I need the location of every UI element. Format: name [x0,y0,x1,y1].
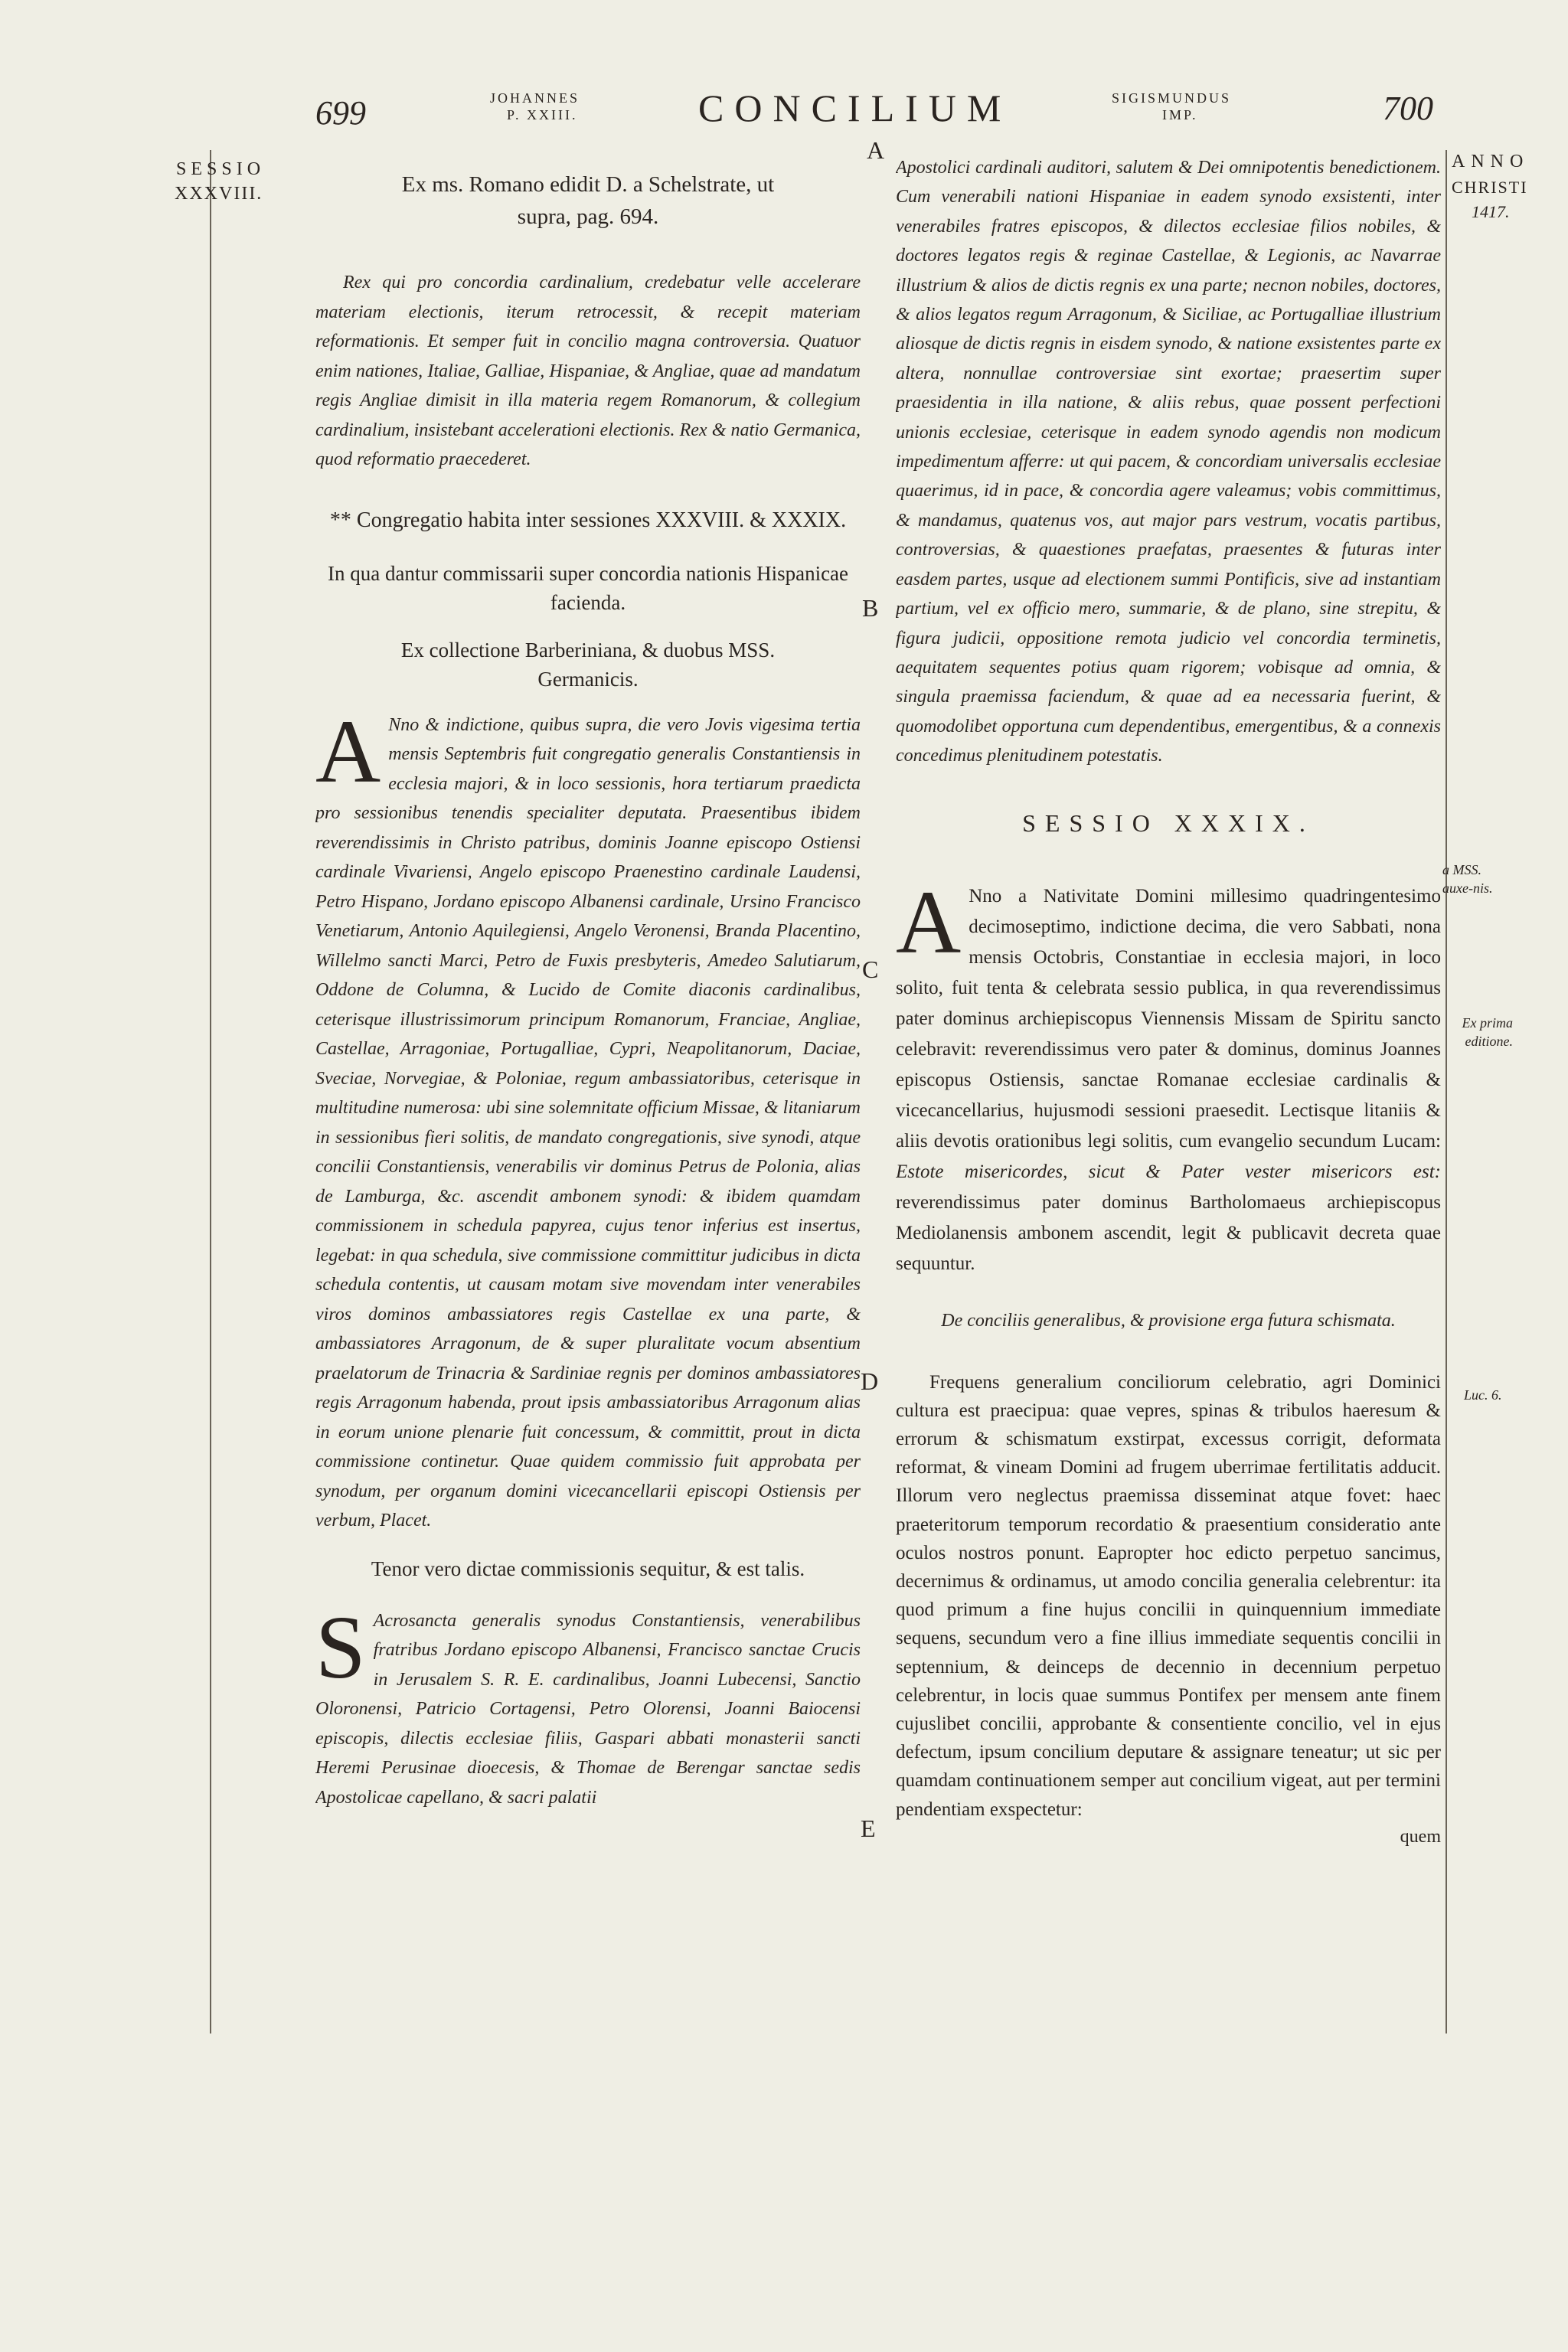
congregatio-heading: ** Congregatio habita inter sessiones XXXVIII. & XXXIX. [329,508,847,532]
right-para-anno-end: reverendissimus pater dominus Bartholomaeus archiepiscopus Mediolanensis ambonem ascendit, legit & publicavit decreta quae sequuntur. [896,1191,1441,1274]
margin-sessio: SESSIO [176,159,266,179]
column-rule-left [210,150,211,2034]
left-para-anno [315,701,861,1536]
luke-quote: Estote misericordes, sicut & Pater vester misericors est: [896,1161,1441,1182]
running-head-right-2: IMP. [1162,107,1198,122]
section-letter-a: A [867,136,885,164]
margin-note-luc: Luc. 6. [1464,1387,1502,1403]
catchword: quem [1400,1826,1441,1847]
right-para-frequens: Frequens generalium conciliorum celebratio, agri Dominici cultura est praecipua: quae vepres, spinas & tribulos haeresum & errorum & schismatum exstirpat, excessus corrigit, deformata reformat, & vineam Domini ad frugem uberrimae fertilitatis adducit. Illorum vero neglectus praemissa disseminat atque fovet: haec praeteritorum temporum recordatio & praesentium consideratio ante oculos nostros ponunt. Eapropter hoc edicto perpetuo sancimus, decernimus & ordinamus, ut amodo concilia generalia celebrentur: ita quod primum a fine hujus concilii in quinquennium immediate sequens, secundum vero a fine illius immediate sequentis concilii in septennium, & deinceps de decennio in decennium perpetuo celebrentur, in locis quae summus Pontifex per mensem ante finem cujuslibet concilii, approbante & consentiente concilio, vel in ejus defectum, ipsum concilium deputare & assignare teneatur; ut sic per quamdam continuationem semper aut concilium vigeat, aut per termini pendentiam exspectetur: [896,1371,1441,1820]
margin-year: 1417. [1472,202,1510,221]
left-column [315,168,861,2037]
page-number-left: 699 [315,94,366,132]
sessio-xxxix-heading: SESSIO XXXIX. [1022,808,1315,837]
section-letter-d: D [861,1367,879,1395]
right-para-anno [896,871,1441,1279]
left-para-rex: Rex qui pro concordia cardinalium, credebatur velle accelerare materiam electionis, iterum retrocessit, & recepit materiam reformationis. Et semper fuit in concilio magna controversia. Quatuor enim nationes, Italiae, Galliae, Hispaniae, & Angliae, quae ad mandatum regis Angliae dimisit in illa materia regem Romanorum, & collegium cardinalium, insistebant accelerationi electionis. Rex & natio Germanica, quod reformatio praecederet. [315,273,861,469]
running-head-left-2: P. XXIII. [507,107,578,122]
source-heading: Ex ms. Romano edidit D. a Schelstrate, ut supra, pag. 694. [401,172,775,229]
section-letter-b: B [862,594,879,622]
left-para-sacrosancta [315,1596,861,1813]
drop-cap-a-left: A [315,701,381,802]
margin-christi: CHRISTI [1452,178,1528,197]
collectione-heading: Ex collectione Barberiniana, & duobus MSS. Germanicis. [400,638,776,691]
left-para-anno-text: Nno & indictione, quibus supra, die vero Jovis vigesima tertia mensis Septembris fuit congregatio generalis Constantiensis in ecclesia majori, & in loco sessionis, hora tertiarum praedicta pro sessionibus tenendis specialiter deputata. Praesentibus ibidem reverendissimis in Christo patribus, dominis Joanne episcopo Ostiensi cardinale Vivariensi, Angelo episcopo Praenestino cardinale Laudensi, Petro Hispano, Jordano episcopo Albanensi cardinale, Ursino Francisco Venetiarum, Antonio Aquilegiensi, Angelo Veronensi, Branda Placentino, Willelmo sancti Marci, Petro de Fuxis presbyteris, Amedeo Salutiarum, Oddone de Columna, & Lucido de Comite diaconis cardinalibus, ceterisque illustrissimorum principum Romanorum, Franciae, Angliae, Castellae, Arragoniae, Portugalliae, Cypri, Neapolitanorum, Daciae, Sveciae, Norvegiae, & Poloniae, regum ambassiatoribus, ceterisque in multitudine numerosa: ubi sine solemnitate officium Missae, & litaniarum in sessionibus fieri solitis, de mandato congregationis, sive synodi, atque concilii Constantiensis, venerabilis vir dominus Petrus de Polonia, alias de Lamburga, &c. ascendit ambonem synodi: & ibidem quamdam commissionem in schedula papyrea, cujus tenor inferius est insertus, legebat: in qua schedula, sive commissione committitur judicibus in dicta schedula contentis, ut causam motam sive movendam inter venerabiles viros dominos ambassiatores regis Castellae ex una parte, & ambassiatores Arragonum, de & super pluralitate vocum absentium praelatorum de Trinacria & Sardiniae regnis per dominos ambassiatores regis Arragonum habenda, prout ipsis ambassiatoribus Arragonum alias in eorum unione plenarie fuit concessum, & committit, prout in dicta commissione continetur. Quae quidem commissio fuit approbata per synodum, per organum domini vicecancellarii episcopi Ostiensis per verbum, Placet. [315,714,861,1530]
drop-cap-s-left: S [315,1596,366,1697]
tenor-heading: Tenor vero dictae commissionis sequitur, & est talis. [371,1557,805,1580]
page-number-right: 700 [1383,90,1433,127]
right-para-anno-text: Nno a Nativitate Domini millesimo quadringentesimo decimoseptimo, indictione decima, die vero Sabbati, nona mensis Octobris, Constantiae in ecclesia majori, in loco solito, fuit tenta & celebrata sessio publica, in qua reverendissimus pater dominus archiepiscopus Viennensis Missam de Spiritu sancto celebravit: reverendissimus vero pater & dominus, dominus Joannes episcopus Ostiensis, sanctae Romanae ecclesiae cardinalis & vicecancellarius, hujusmodi sessioni praesedit. Lectisque litaniis & aliis devotis orationibus legi solitis, cum evangelio secundum Lucam: [896,885,1441,1152]
margin-sessio-number: XXXVIII. [175,184,263,204]
commissarii-subheading: In qua dantur commissarii super concordia nationis Hispanicae facienda. [327,561,849,614]
section-letter-c: C [862,956,879,983]
column-rule-right [1446,150,1447,2034]
right-column [896,153,1441,2174]
running-title: CONCILIUM [698,87,1012,129]
margin-note-mss: a MSS. auxe-nis. [1442,862,1493,896]
left-para-sacrosancta-text: Acrosancta generalis synodus Constantiensis, venerabilibus fratribus Jordano episcopo Albanensi, Francisco sanctae Crucis in Jerusalem S. R. E. cardinalibus, Joanni Lubecensi, Sanctio Oloronensi, Patricio Cortagensi, Petro Olorensi, Joanni Baiocensi episcopis, dilectis ecclesiae filiis, Gaspari abbati monasterii sancti Heremi Perusinae dioecesis, & Thomae de Berengar sanctae sedis Apostolicae capellano, & sacri palatii [315,1610,861,1808]
margin-note-ex-prima: Ex prima editione. [1462,1015,1513,1049]
right-para-apostolici: Apostolici cardinali auditori, salutem & Dei omnipotentis benedictionem. Cum venerabili nationi Hispaniae in eadem synodo exsistenti, inter venerabiles fratres episcopos, & dilectos ecclesiae filios nobiles, & doctores legatos regis & reginae Castellae, & Legionis, ac Navarrae illustrium & alios de dictis regnis ex una parte; necnon nobiles, doctores, & alios legatos regum Arragonum, & Siciliae, ac Portugalliae illustrium aliosque de dictis regnis in eisdem synodo, & natione exsistentes parte ex altera, nonnullae controversiae sint exortae; praesertim super praesidentia in illa natione, & aliis rebus, quae possent perfectioni unionis ecclesiae, ceterisque in eadem synodo agendis non modicum impedimentum afferre: ut qui pacem, & concordiam universalis ecclesiae quaerimus, id in pace, & concordia agere valeamus; vobis committimus, & mandamus, quatenus vos, aut major pars vestrum, vocatis partibus, controversias, & quaestiones praefatas, praesentes & futuras inter easdem partes, usque ad electionem summi Pontificis, sive ad instantiam partium, vel ex officio mero, summarie, & de plano, sine strepitu, & figura judicii, oppositione remota judicio vel concordia terminetis, aequitatem sequentes potius quam rigorem; vobisque ad omnia, & singula praemissa faciendum, & quae ad ea necessaria fuerint, & quomodolibet opportuna cum dependentibus, emergentibus, & a connexis concedimus plenitudinem potestatis. [896,158,1441,766]
section-letter-e: E [861,1815,876,1842]
margin-anno: ANNO [1452,152,1530,172]
running-head-right-1: SIGISMUNDUS [1112,90,1232,106]
running-head-left-1: JOHANNES [490,90,580,106]
decree-heading: De conciliis generalibus, & provisione erga futura schismata. [941,1310,1396,1331]
drop-cap-a-right: A [896,871,962,972]
